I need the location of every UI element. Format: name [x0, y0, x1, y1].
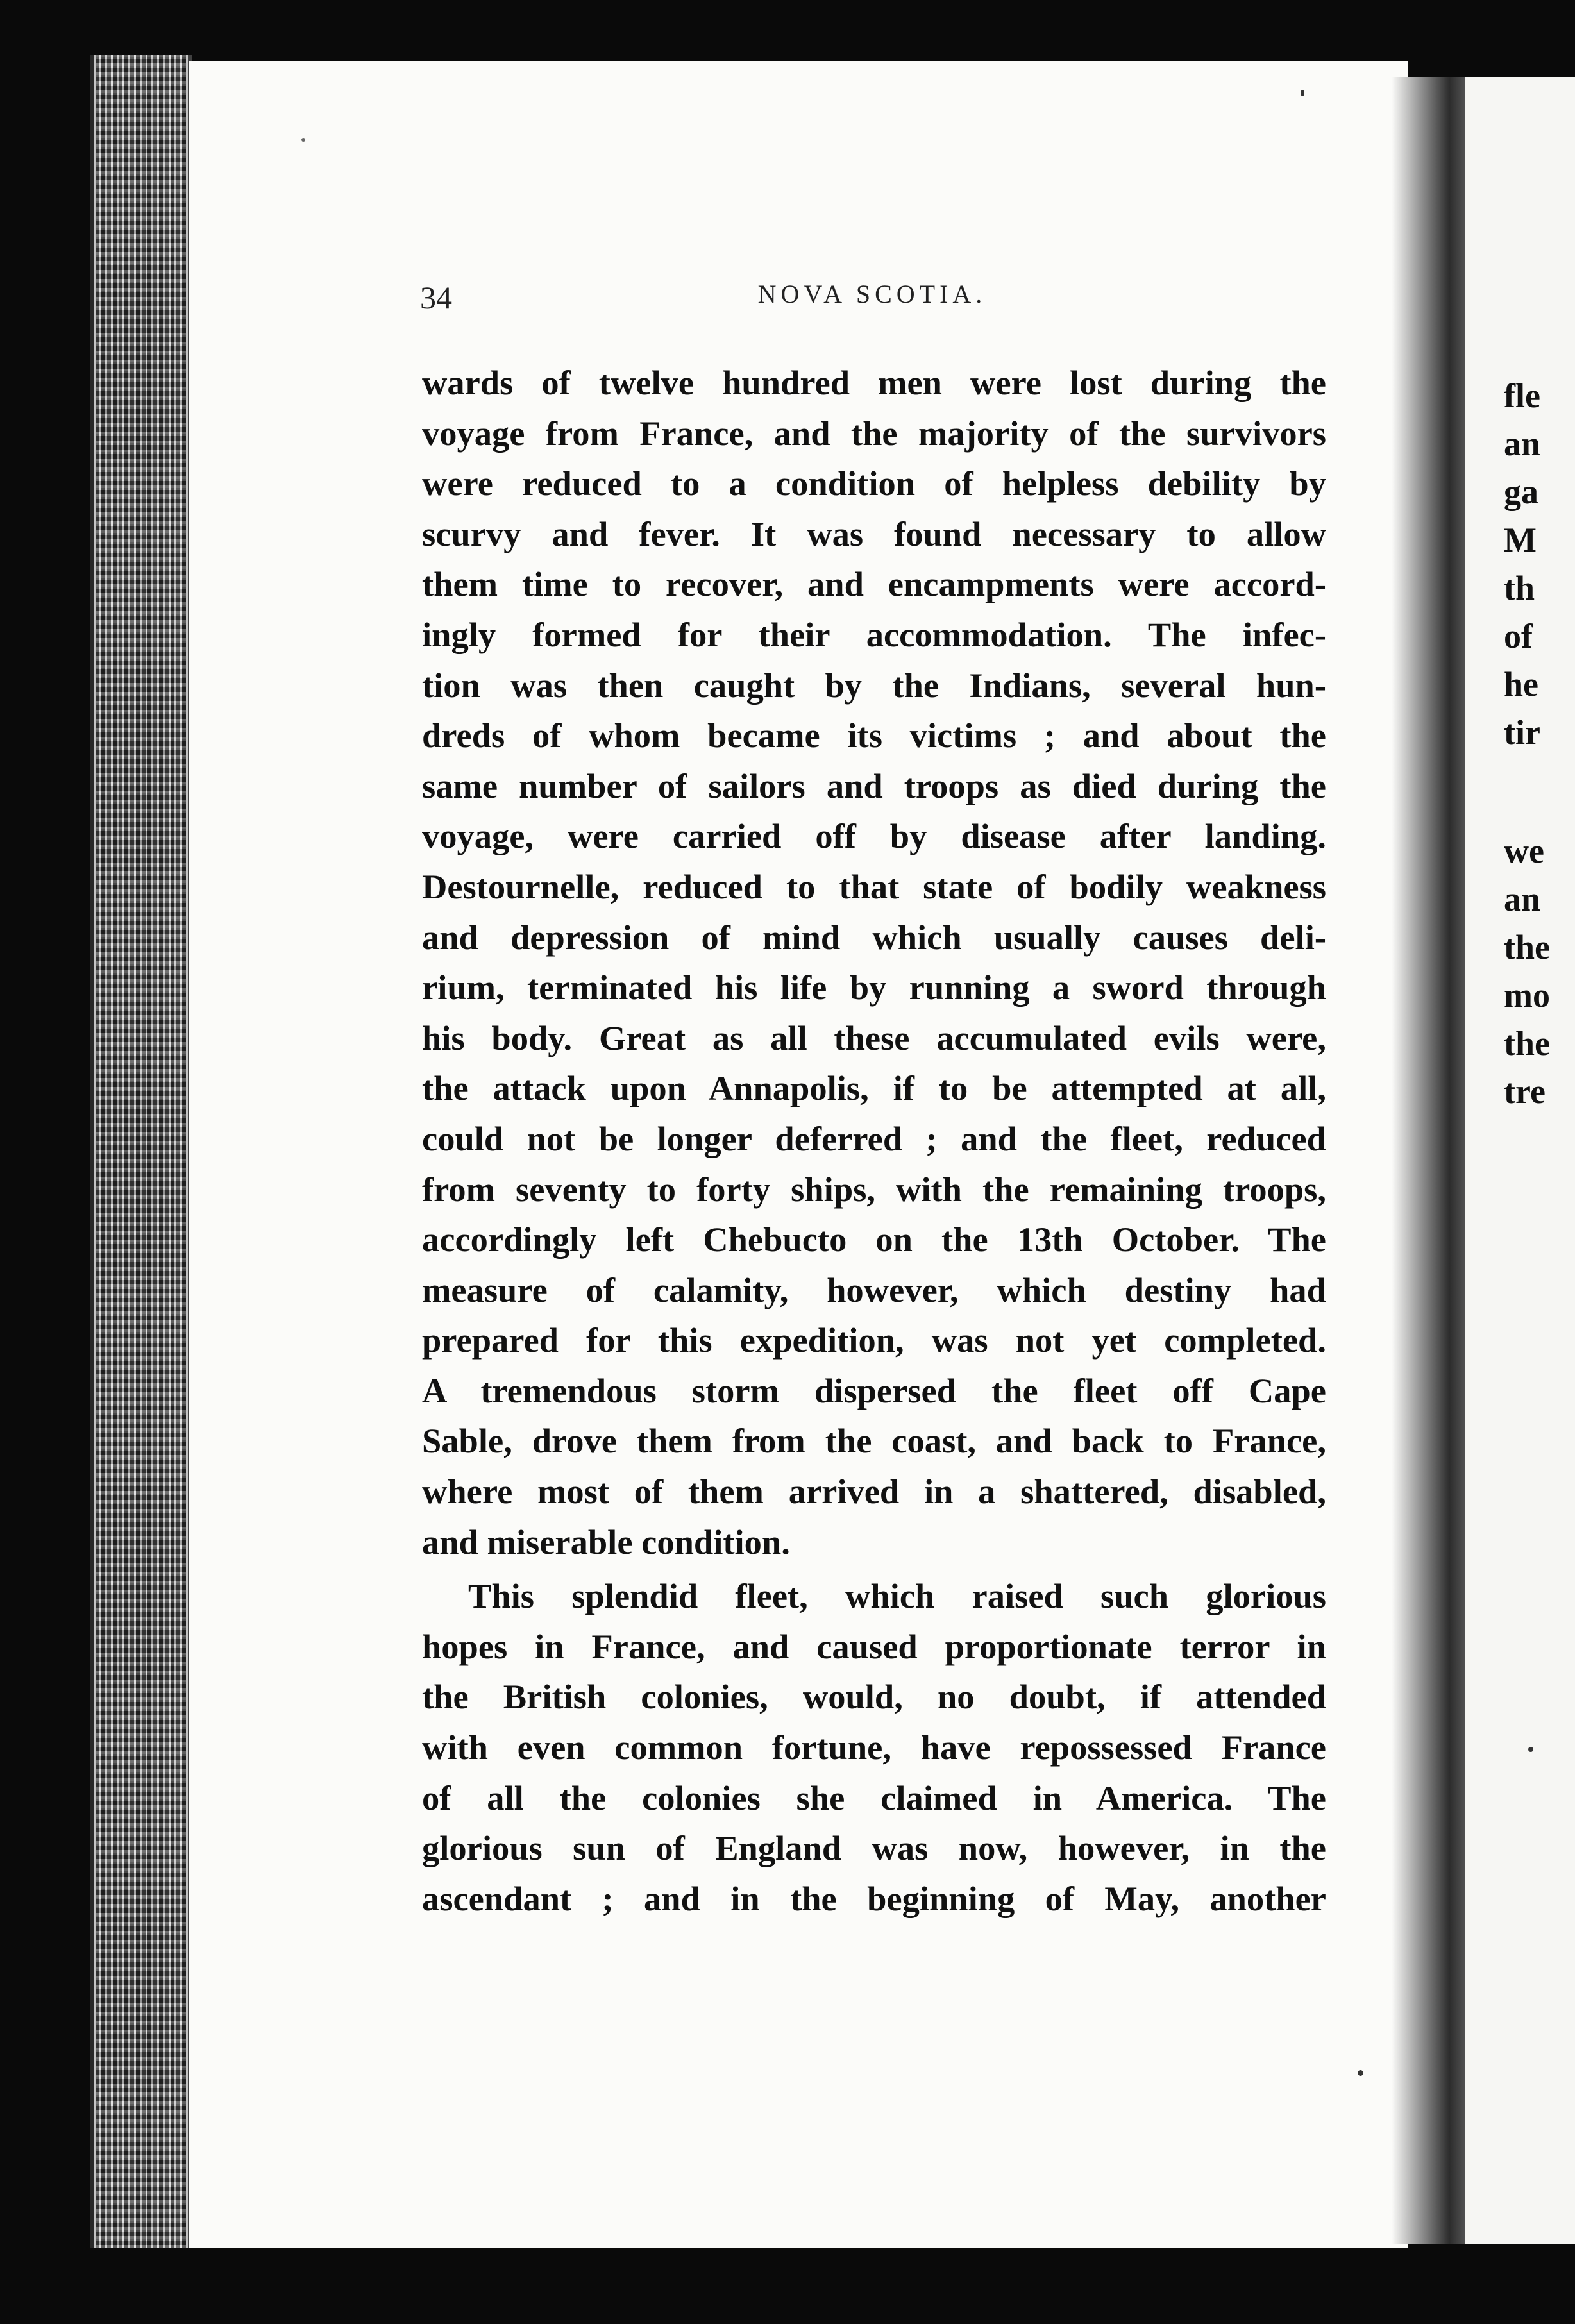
- text-line: and miserable condition.: [422, 1522, 790, 1562]
- text-line: could not be longer deferred ; and the fleet, reduced: [422, 1118, 1326, 1158]
- text-line: the British colonies, would, no doubt, if attended: [422, 1677, 1326, 1717]
- text-line: of all the colonies she claimed in America. The: [422, 1778, 1326, 1817]
- text-line: and depression of mind which usually causes deli-: [422, 917, 1326, 957]
- text-line: tion was then caught by the Indians, several hun-: [422, 665, 1326, 705]
- text-line: dreds of whom became its victims ; and about the: [422, 716, 1326, 755]
- page-number: 34: [420, 280, 452, 316]
- facing-page-fragment: th: [1504, 569, 1535, 607]
- facing-page-fragment: an: [1504, 880, 1541, 918]
- running-title: NOVA SCOTIA.: [757, 280, 987, 308]
- facing-page-fragment: tre: [1504, 1072, 1546, 1111]
- dust-speck: [1358, 2070, 1363, 2076]
- text-line: his body. Great as all these accumulated evils were,: [422, 1018, 1326, 1057]
- text-line: them time to recover, and encampments were accord-: [422, 564, 1326, 604]
- facing-page-fragment: tir: [1504, 713, 1540, 752]
- text-line: the attack upon Annapolis, if to be attempted at all,: [422, 1068, 1326, 1108]
- text-line: where most of them arrived in a shattered, disabled,: [422, 1472, 1326, 1511]
- text-line: This splendid fleet, which raised such glorious: [468, 1576, 1326, 1616]
- binding-gutter: [1392, 77, 1469, 2244]
- text-line: glorious sun of England was now, however, in the: [422, 1828, 1326, 1868]
- facing-page-fragment: M: [1504, 521, 1537, 559]
- facing-page-fragment: an: [1504, 425, 1541, 463]
- text-line: voyage from France, and the majority of the survivors: [422, 413, 1326, 453]
- facing-page-fragment: the: [1504, 1024, 1550, 1063]
- text-line: Sable, drove them from the coast, and back to France,: [422, 1421, 1326, 1461]
- body-text: [422, 358, 1326, 1924]
- page-stack-texture: [96, 55, 186, 2248]
- text-line: ascendant ; and in the beginning of May, another: [422, 1878, 1326, 1918]
- running-head: [420, 279, 1324, 317]
- dust-speck: [1528, 1747, 1533, 1752]
- text-line: A tremendous storm dispersed the fleet off Cape: [422, 1370, 1326, 1410]
- text-line: were reduced to a condition of helpless debility by: [422, 464, 1326, 503]
- text-line: same number of sailors and troops as died during the: [422, 766, 1326, 805]
- text-line: voyage, were carried off by disease after landing.: [422, 816, 1326, 856]
- dust-speck: [301, 138, 305, 142]
- text-line: Destournelle, reduced to that state of bodily weakness: [422, 866, 1326, 906]
- dust-speck: [1301, 90, 1304, 96]
- facing-page-fragment: fle: [1504, 376, 1540, 415]
- text-line: accordingly left Chebucto on the 13th October. The: [422, 1220, 1326, 1259]
- text-line: scurvy and fever. It was found necessary to allow: [422, 514, 1326, 553]
- facing-page-fragment: mo: [1504, 976, 1550, 1015]
- text-line: measure of calamity, however, which destiny had: [422, 1270, 1326, 1309]
- text-line: wards of twelve hundred men were lost during the: [422, 363, 1326, 402]
- facing-page-fragment: ga: [1504, 473, 1538, 511]
- text-line: from seventy to forty ships, with the remaining troops,: [422, 1169, 1326, 1209]
- facing-page-fragment: the: [1504, 928, 1550, 966]
- facing-page-fragment: we: [1504, 832, 1544, 870]
- text-line: ingly formed for their accommodation. The infec-: [422, 614, 1326, 654]
- facing-page: [1465, 77, 1575, 2244]
- facing-page-fragment: he: [1504, 665, 1538, 703]
- text-line: with even common fortune, have repossessed France: [422, 1728, 1326, 1767]
- facing-page-fragment: of: [1504, 617, 1533, 655]
- text-line: rium, terminated his life by running a sword through: [422, 968, 1326, 1007]
- text-line: hopes in France, and caused proportionate terror in: [422, 1626, 1326, 1666]
- text-line: prepared for this expedition, was not yet completed.: [422, 1320, 1326, 1360]
